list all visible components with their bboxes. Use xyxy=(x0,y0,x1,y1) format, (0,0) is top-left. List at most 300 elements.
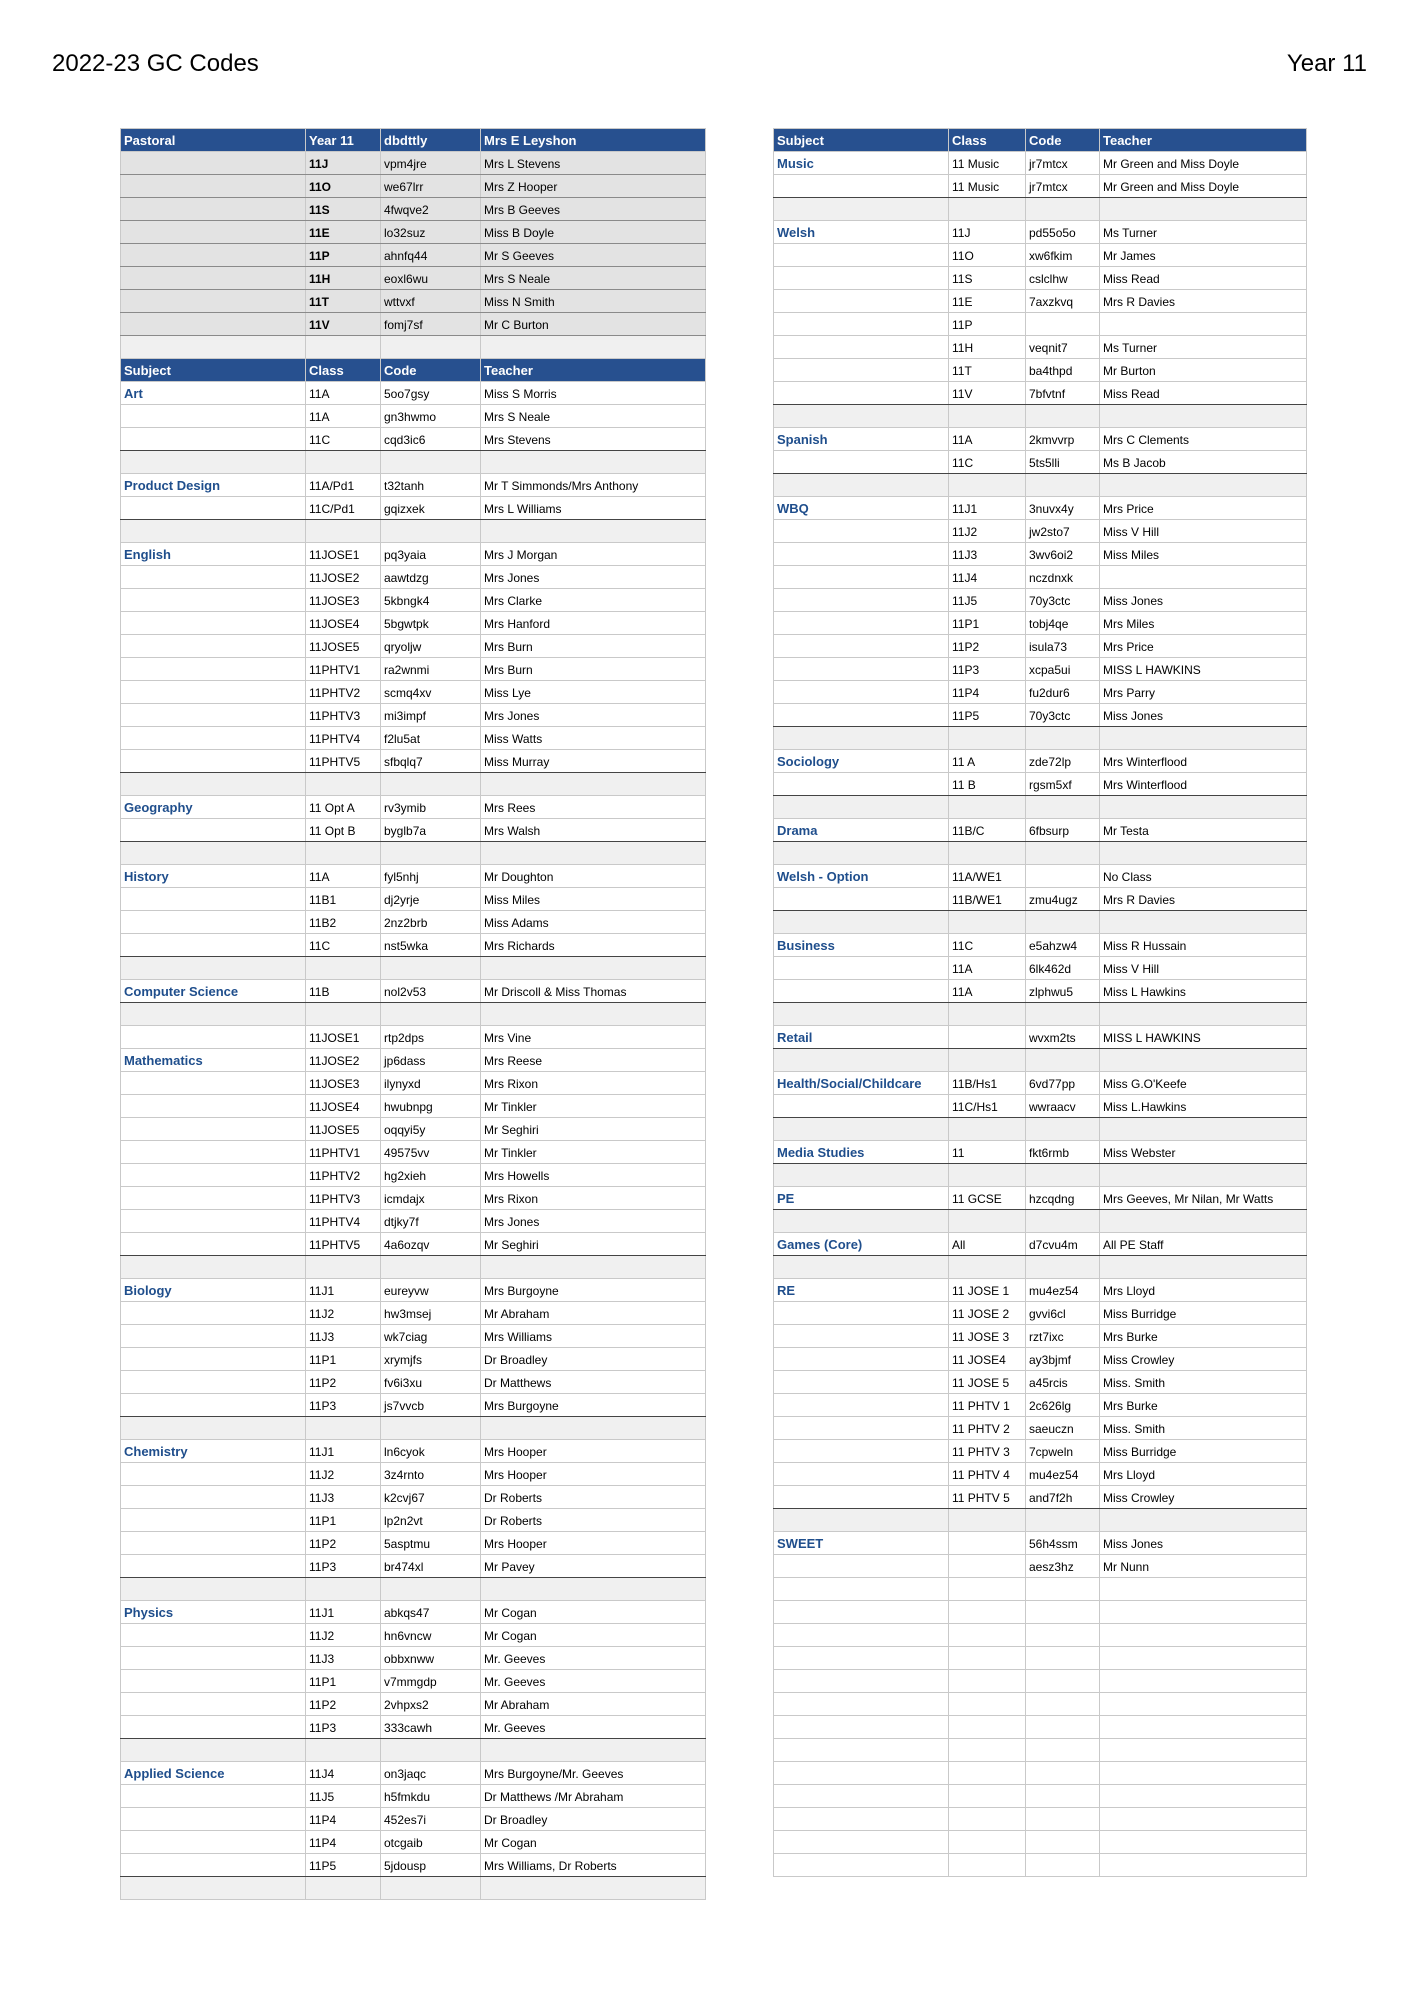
teacher-cell xyxy=(1100,474,1307,497)
teacher-cell: Miss V Hill xyxy=(1100,957,1307,980)
teacher-cell: Mr Tinkler xyxy=(481,1095,706,1118)
table-row xyxy=(774,658,1307,681)
class-cell xyxy=(306,842,381,865)
subject-cell xyxy=(774,911,949,934)
teacher-cell xyxy=(1100,1693,1307,1716)
code-cell: 5ts5lli xyxy=(1026,451,1100,474)
class-cell: 11J4 xyxy=(949,566,1026,589)
subject-cell xyxy=(121,1808,306,1831)
teacher-cell: Mrs Richards xyxy=(481,934,706,957)
code-cell: rzt7ixc xyxy=(1026,1325,1100,1348)
code-cell xyxy=(1026,1670,1100,1693)
teacher-cell xyxy=(1100,1739,1307,1762)
code-cell: 5jdousp xyxy=(381,1854,481,1877)
teacher-cell: Dr Roberts xyxy=(481,1509,706,1532)
teacher-cell: Miss Webster xyxy=(1100,1141,1307,1164)
teacher-cell xyxy=(481,773,706,796)
right-codes-table xyxy=(773,128,1307,1877)
table-row xyxy=(121,1325,706,1348)
class-cell xyxy=(949,911,1026,934)
code-cell: sfbqlq7 xyxy=(381,750,481,773)
code-cell: fomj7sf xyxy=(381,313,481,336)
subject-cell xyxy=(121,612,306,635)
teacher-cell: Miss R Hussain xyxy=(1100,934,1307,957)
teacher-cell: Mr James xyxy=(1100,244,1307,267)
class-cell xyxy=(306,520,381,543)
code-cell: ahnfq44 xyxy=(381,244,481,267)
table-row xyxy=(121,1164,706,1187)
table-row xyxy=(774,704,1307,727)
code-cell xyxy=(381,1877,481,1900)
blank-row xyxy=(121,1256,706,1279)
class-cell xyxy=(949,1003,1026,1026)
table-row xyxy=(121,1716,706,1739)
class-cell: Year 11 xyxy=(306,129,381,152)
class-cell xyxy=(949,1601,1026,1624)
code-cell: 3nuvx4y xyxy=(1026,497,1100,520)
class-cell: 11B xyxy=(306,980,381,1003)
teacher-cell xyxy=(1100,1256,1307,1279)
table-row xyxy=(121,1095,706,1118)
subject-cell xyxy=(121,428,306,451)
code-cell xyxy=(1026,1601,1100,1624)
table-row xyxy=(774,313,1307,336)
table-row xyxy=(121,1026,706,1049)
class-cell: 11J2 xyxy=(949,520,1026,543)
table-row xyxy=(121,1509,706,1532)
code-cell: ln6cyok xyxy=(381,1440,481,1463)
subject-cell xyxy=(121,658,306,681)
class-cell: 11 JOSE 5 xyxy=(949,1371,1026,1394)
class-cell: 11P4 xyxy=(949,681,1026,704)
teacher-cell: Mrs Price xyxy=(1100,497,1307,520)
teacher-cell: Mr Doughton xyxy=(481,865,706,888)
teacher-cell: Mrs Rixon xyxy=(481,1072,706,1095)
table-row xyxy=(121,934,706,957)
table-row xyxy=(774,612,1307,635)
code-cell: gqizxek xyxy=(381,497,481,520)
blank-row xyxy=(774,1693,1307,1716)
table-row xyxy=(121,1854,706,1877)
class-cell: 11O xyxy=(949,244,1026,267)
subject-cell: Mathematics xyxy=(121,1049,306,1072)
class-cell: 11 PHTV 1 xyxy=(949,1394,1026,1417)
blank-row xyxy=(774,405,1307,428)
code-cell: ba4thpd xyxy=(1026,359,1100,382)
code-cell: e5ahzw4 xyxy=(1026,934,1100,957)
code-cell: veqnit7 xyxy=(1026,336,1100,359)
class-cell: 11B/Hs1 xyxy=(949,1072,1026,1095)
table-row xyxy=(121,704,706,727)
table-row xyxy=(121,198,706,221)
subject-cell: Music xyxy=(774,152,949,175)
code-cell: dj2yrje xyxy=(381,888,481,911)
table-row xyxy=(121,1486,706,1509)
teacher-cell xyxy=(1100,1716,1307,1739)
table-row xyxy=(121,888,706,911)
table-row xyxy=(774,1095,1307,1118)
teacher-cell: Mrs Williams, Dr Roberts xyxy=(481,1854,706,1877)
subject-cell: Welsh xyxy=(774,221,949,244)
table-row xyxy=(121,1762,706,1785)
code-cell: nol2v53 xyxy=(381,980,481,1003)
teacher-cell: Mrs Z Hooper xyxy=(481,175,706,198)
code-cell xyxy=(381,1003,481,1026)
subject-cell xyxy=(121,1739,306,1762)
class-cell: 11B2 xyxy=(306,911,381,934)
table-row xyxy=(774,957,1307,980)
subject-cell xyxy=(121,911,306,934)
class-cell: 11P2 xyxy=(306,1371,381,1394)
table-row xyxy=(774,1348,1307,1371)
code-cell: saeuczn xyxy=(1026,1417,1100,1440)
code-cell xyxy=(1026,1808,1100,1831)
code-cell: 4a6ozqv xyxy=(381,1233,481,1256)
code-cell: and7f2h xyxy=(1026,1486,1100,1509)
subject-cell xyxy=(774,520,949,543)
table-row xyxy=(774,267,1307,290)
code-cell: dbdttly xyxy=(381,129,481,152)
class-cell: 11P1 xyxy=(306,1670,381,1693)
subject-cell xyxy=(121,1716,306,1739)
subject-cell xyxy=(774,451,949,474)
code-cell: obbxnww xyxy=(381,1647,481,1670)
code-cell xyxy=(381,957,481,980)
subject-cell xyxy=(774,704,949,727)
table-row xyxy=(121,1072,706,1095)
class-cell xyxy=(949,842,1026,865)
code-cell: 452es7i xyxy=(381,1808,481,1831)
class-cell: Class xyxy=(306,359,381,382)
table-row xyxy=(121,727,706,750)
table-row xyxy=(774,1302,1307,1325)
subject-cell xyxy=(121,1578,306,1601)
teacher-cell: MISS L HAWKINS xyxy=(1100,1026,1307,1049)
blank-row xyxy=(774,198,1307,221)
teacher-cell xyxy=(481,1739,706,1762)
subject-cell xyxy=(774,1831,949,1854)
teacher-cell xyxy=(481,1003,706,1026)
subject-cell: Applied Science xyxy=(121,1762,306,1785)
class-cell: 11J2 xyxy=(306,1624,381,1647)
subject-cell xyxy=(774,244,949,267)
teacher-cell: Miss Miles xyxy=(481,888,706,911)
table-row xyxy=(121,1670,706,1693)
subject-cell xyxy=(121,1647,306,1670)
class-cell xyxy=(306,1578,381,1601)
code-cell xyxy=(381,451,481,474)
code-cell xyxy=(1026,1762,1100,1785)
code-cell xyxy=(381,1417,481,1440)
code-cell xyxy=(1026,1716,1100,1739)
code-cell: fkt6rmb xyxy=(1026,1141,1100,1164)
teacher-cell: Dr Broadley xyxy=(481,1348,706,1371)
table-row xyxy=(121,543,706,566)
class-cell: 11B1 xyxy=(306,888,381,911)
class-cell: 11 Music xyxy=(949,175,1026,198)
code-cell: ra2wnmi xyxy=(381,658,481,681)
blank-row xyxy=(774,1210,1307,1233)
table-row xyxy=(121,1601,706,1624)
class-cell: 11B/C xyxy=(949,819,1026,842)
teacher-cell: Mrs Hooper xyxy=(481,1463,706,1486)
teacher-cell: Mrs Burgoyne/Mr. Geeves xyxy=(481,1762,706,1785)
table-row xyxy=(121,497,706,520)
teacher-cell xyxy=(1100,1578,1307,1601)
table-header-row xyxy=(774,129,1307,152)
teacher-cell: Miss Jones xyxy=(1100,589,1307,612)
table-row xyxy=(774,497,1307,520)
teacher-cell: Mrs Walsh xyxy=(481,819,706,842)
subject-cell xyxy=(121,727,306,750)
subject-cell xyxy=(774,727,949,750)
code-cell: eureyvw xyxy=(381,1279,481,1302)
teacher-cell: Miss Crowley xyxy=(1100,1348,1307,1371)
teacher-cell: Miss Read xyxy=(1100,267,1307,290)
class-cell: 11A xyxy=(949,428,1026,451)
subject-cell xyxy=(774,382,949,405)
teacher-cell: Teacher xyxy=(1100,129,1307,152)
table-row xyxy=(774,244,1307,267)
code-cell xyxy=(1026,313,1100,336)
left-table-column xyxy=(120,128,705,1900)
class-cell: 11 PHTV 2 xyxy=(949,1417,1026,1440)
subject-cell: Sociology xyxy=(774,750,949,773)
class-cell: 11H xyxy=(306,267,381,290)
subject-cell xyxy=(121,589,306,612)
class-cell xyxy=(949,1854,1026,1877)
teacher-cell: Mrs B Geeves xyxy=(481,198,706,221)
teacher-cell: Mrs Miles xyxy=(1100,612,1307,635)
subject-cell xyxy=(774,1624,949,1647)
code-cell: jr7mtcx xyxy=(1026,152,1100,175)
subject-cell xyxy=(121,1003,306,1026)
class-cell xyxy=(949,1256,1026,1279)
teacher-cell xyxy=(1100,1762,1307,1785)
class-cell: 11J2 xyxy=(306,1302,381,1325)
subject-cell xyxy=(121,1164,306,1187)
subject-cell xyxy=(121,1210,306,1233)
subject-cell xyxy=(774,612,949,635)
teacher-cell: Miss B Doyle xyxy=(481,221,706,244)
class-cell xyxy=(949,1739,1026,1762)
class-cell: 11JOSE4 xyxy=(306,612,381,635)
subject-cell xyxy=(774,589,949,612)
table-row xyxy=(121,658,706,681)
table-row xyxy=(121,1049,706,1072)
class-cell xyxy=(949,1509,1026,1532)
subject-cell xyxy=(121,1555,306,1578)
class-cell: 11A xyxy=(306,405,381,428)
class-cell xyxy=(949,1693,1026,1716)
class-cell: 11J5 xyxy=(949,589,1026,612)
subject-cell: RE xyxy=(774,1279,949,1302)
class-cell: 11J3 xyxy=(949,543,1026,566)
class-cell: 11T xyxy=(949,359,1026,382)
code-cell: h5fmkdu xyxy=(381,1785,481,1808)
teacher-cell xyxy=(1100,842,1307,865)
class-cell: 11A xyxy=(949,980,1026,1003)
right-table-column xyxy=(773,128,1306,1877)
class-cell: 11JOSE4 xyxy=(306,1095,381,1118)
class-cell xyxy=(306,336,381,359)
subject-cell xyxy=(774,474,949,497)
code-cell: 2c626lg xyxy=(1026,1394,1100,1417)
table-row xyxy=(774,1486,1307,1509)
teacher-cell: Miss L Hawkins xyxy=(1100,980,1307,1003)
class-cell xyxy=(949,796,1026,819)
class-cell: 11P1 xyxy=(306,1348,381,1371)
teacher-cell: Miss Watts xyxy=(481,727,706,750)
table-row xyxy=(121,750,706,773)
table-row xyxy=(774,1026,1307,1049)
table-row xyxy=(774,543,1307,566)
table-row xyxy=(121,566,706,589)
subject-cell xyxy=(774,773,949,796)
blank-row xyxy=(121,1417,706,1440)
table-row xyxy=(774,1325,1307,1348)
class-cell xyxy=(306,1417,381,1440)
code-cell: Code xyxy=(1026,129,1100,152)
class-cell: 11 xyxy=(949,1141,1026,1164)
teacher-cell xyxy=(1100,405,1307,428)
class-cell xyxy=(949,474,1026,497)
code-cell: 6vd77pp xyxy=(1026,1072,1100,1095)
blank-row xyxy=(774,1716,1307,1739)
table-row xyxy=(774,681,1307,704)
subject-cell xyxy=(121,888,306,911)
class-cell xyxy=(949,1785,1026,1808)
teacher-cell: Miss L.Hawkins xyxy=(1100,1095,1307,1118)
table-row xyxy=(121,865,706,888)
subject-cell: History xyxy=(121,865,306,888)
table-row xyxy=(121,1555,706,1578)
subject-cell xyxy=(121,1785,306,1808)
subject-cell xyxy=(774,658,949,681)
class-cell xyxy=(306,1256,381,1279)
subject-cell xyxy=(121,313,306,336)
teacher-cell: No Class xyxy=(1100,865,1307,888)
subject-cell xyxy=(774,796,949,819)
teacher-cell: Ms Turner xyxy=(1100,336,1307,359)
class-cell: 11PHTV4 xyxy=(306,1210,381,1233)
teacher-cell: Mrs Burgoyne xyxy=(481,1279,706,1302)
teacher-cell: Mr Tinkler xyxy=(481,1141,706,1164)
code-cell xyxy=(1026,1210,1100,1233)
code-cell: 6lk462d xyxy=(1026,957,1100,980)
table-row xyxy=(121,175,706,198)
subject-cell: PE xyxy=(774,1187,949,1210)
class-cell xyxy=(949,405,1026,428)
table-row xyxy=(774,865,1307,888)
code-cell: zde72lp xyxy=(1026,750,1100,773)
table-row xyxy=(121,980,706,1003)
subject-cell xyxy=(121,1233,306,1256)
code-cell: isula73 xyxy=(1026,635,1100,658)
code-cell: xw6fkim xyxy=(1026,244,1100,267)
code-cell: aesz3hz xyxy=(1026,1555,1100,1578)
subject-cell xyxy=(121,1394,306,1417)
class-cell: 11J3 xyxy=(306,1486,381,1509)
code-cell: 3wv6oi2 xyxy=(1026,543,1100,566)
class-cell: 11JOSE1 xyxy=(306,1026,381,1049)
table-row xyxy=(774,1141,1307,1164)
teacher-cell: Miss. Smith xyxy=(1100,1417,1307,1440)
code-cell: jp6dass xyxy=(381,1049,481,1072)
code-cell: lo32suz xyxy=(381,221,481,244)
teacher-cell: Mrs S Neale xyxy=(481,267,706,290)
class-cell xyxy=(306,451,381,474)
class-cell: Class xyxy=(949,129,1026,152)
class-cell xyxy=(949,198,1026,221)
class-cell: 11J1 xyxy=(306,1440,381,1463)
teacher-cell: Mr Abraham xyxy=(481,1302,706,1325)
blank-row xyxy=(774,1118,1307,1141)
subject-cell xyxy=(121,842,306,865)
blank-row xyxy=(121,1003,706,1026)
teacher-cell: Mr Testa xyxy=(1100,819,1307,842)
class-cell xyxy=(949,1716,1026,1739)
code-cell: rtp2dps xyxy=(381,1026,481,1049)
subject-cell xyxy=(121,704,306,727)
teacher-cell: Mrs Hooper xyxy=(481,1532,706,1555)
teacher-cell xyxy=(1100,566,1307,589)
subject-cell xyxy=(774,175,949,198)
teacher-cell xyxy=(481,451,706,474)
subject-cell xyxy=(121,1532,306,1555)
teacher-cell: Mr Green and Miss Doyle xyxy=(1100,152,1307,175)
class-cell: 11P4 xyxy=(306,1808,381,1831)
teacher-cell: Miss Jones xyxy=(1100,1532,1307,1555)
subject-cell xyxy=(774,1325,949,1348)
table-row xyxy=(121,244,706,267)
class-cell: 11PHTV2 xyxy=(306,681,381,704)
table-row xyxy=(121,1187,706,1210)
code-cell: vpm4jre xyxy=(381,152,481,175)
code-cell: xcpa5ui xyxy=(1026,658,1100,681)
table-row xyxy=(121,1302,706,1325)
subject-cell xyxy=(774,1440,949,1463)
code-cell: 5oo7gsy xyxy=(381,382,481,405)
table-row xyxy=(774,1187,1307,1210)
table-row xyxy=(121,1785,706,1808)
subject-cell xyxy=(121,819,306,842)
subject-cell xyxy=(121,750,306,773)
class-cell: 11J4 xyxy=(306,1762,381,1785)
blank-row xyxy=(774,911,1307,934)
teacher-cell xyxy=(1100,1601,1307,1624)
code-cell: pd55o5o xyxy=(1026,221,1100,244)
class-cell: 11P5 xyxy=(949,704,1026,727)
teacher-cell xyxy=(1100,198,1307,221)
teacher-cell: Mr Cogan xyxy=(481,1831,706,1854)
code-cell: xrymjfs xyxy=(381,1348,481,1371)
code-cell: aawtdzg xyxy=(381,566,481,589)
subject-cell xyxy=(774,267,949,290)
teacher-cell xyxy=(1100,1808,1307,1831)
code-cell xyxy=(1026,1509,1100,1532)
class-cell: 11 JOSE4 xyxy=(949,1348,1026,1371)
teacher-cell: Miss Burridge xyxy=(1100,1440,1307,1463)
code-cell xyxy=(1026,1118,1100,1141)
subject-cell xyxy=(774,1716,949,1739)
subject-cell xyxy=(121,1670,306,1693)
year-label: Year 11 xyxy=(1286,50,1367,77)
code-cell xyxy=(381,1256,481,1279)
code-cell: 3z4rnto xyxy=(381,1463,481,1486)
subject-cell xyxy=(121,1693,306,1716)
class-cell: 11J1 xyxy=(306,1601,381,1624)
